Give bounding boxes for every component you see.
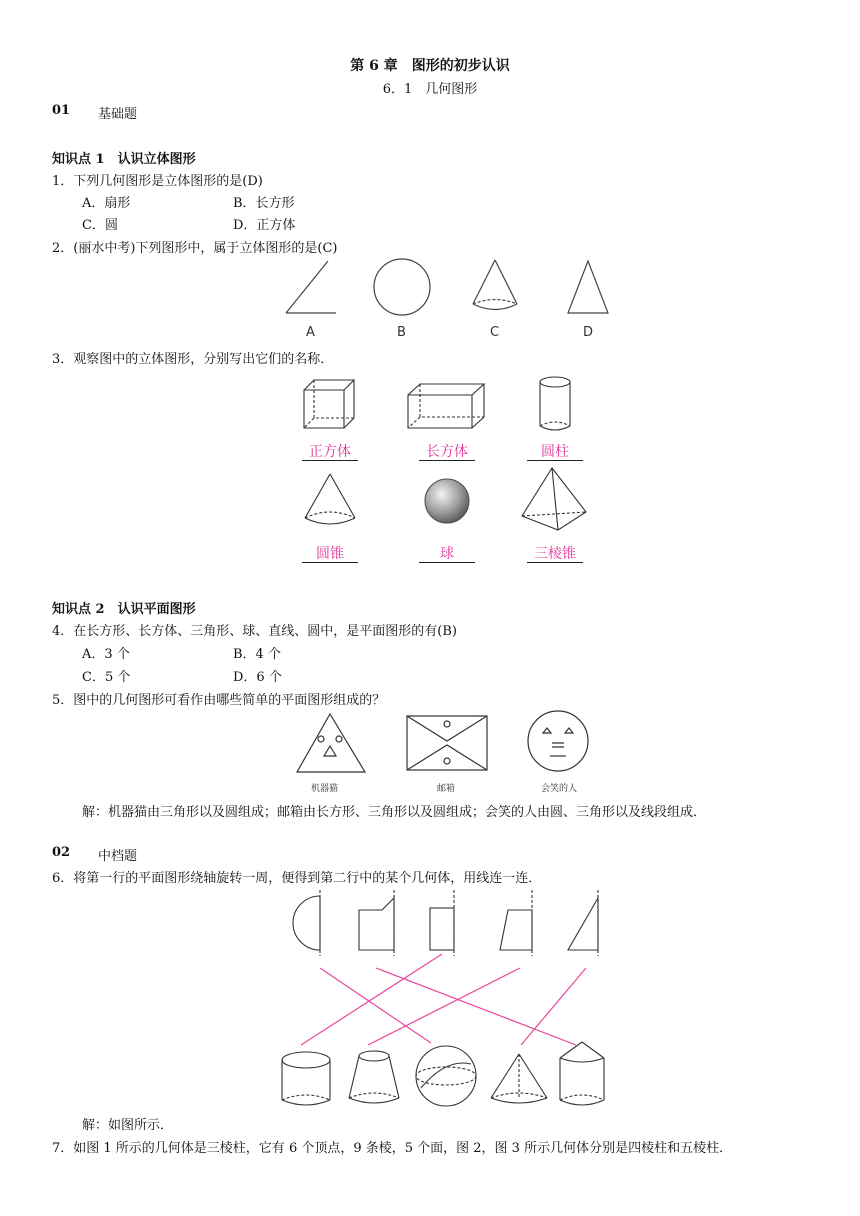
cuboid-icon	[408, 384, 484, 428]
semicircle-shape	[293, 890, 320, 956]
sphere-icon	[416, 1046, 476, 1106]
question-7-stem: 7．如图 1 所示的几何体是三棱柱，它有 6 个顶点，9 条棱，5 个面，图 2，图 3 所示几何体分别是四棱柱和五棱柱．	[52, 1141, 733, 1156]
cube-icon	[304, 380, 354, 428]
answer-line	[302, 460, 358, 461]
answer-line	[419, 460, 475, 461]
cone-icon	[491, 1054, 547, 1103]
knowledge-point-title: 知识点 2 认识平面图形	[52, 602, 196, 617]
q2-figures	[270, 255, 630, 320]
question-3-stem: 3．观察图中的立体图形，分别写出它们的名称．	[52, 352, 334, 367]
cone-icon	[305, 474, 355, 524]
option-a: A．3 个	[82, 647, 130, 662]
cylinder-icon	[282, 1052, 330, 1105]
match-line	[301, 954, 442, 1045]
answer-line	[527, 460, 583, 461]
figure-label-c: C	[490, 325, 500, 340]
answer-line	[419, 562, 475, 563]
cone-base-front	[473, 304, 517, 310]
question-6-solution: 解：如图所示．	[82, 1118, 174, 1133]
match-line	[376, 968, 576, 1045]
answer-line	[302, 562, 358, 563]
circle-shape	[374, 259, 430, 315]
answer-cone: 圆锥	[316, 546, 344, 562]
option-d: D．6 个	[233, 670, 282, 685]
figure-label-d: D	[583, 325, 594, 340]
part-label: 基础题	[98, 107, 138, 122]
option-b: B．长方形	[233, 196, 295, 211]
angle-shape	[286, 261, 336, 313]
answer-cuboid: 长方体	[426, 444, 468, 460]
mailbox-icon	[407, 716, 487, 770]
part-number: 01	[52, 103, 71, 118]
answer-line	[527, 562, 583, 563]
knowledge-point-title: 知识点 1 认识立体图形	[52, 152, 196, 167]
question-6-stem: 6．将第一行的平面图形绕轴旋转一周，便得到第二行中的某个几何体，用线连一连．	[52, 871, 542, 886]
answer-cylinder: 圆柱	[541, 444, 569, 460]
triangle-shape	[568, 261, 608, 313]
part-label: 中档题	[98, 849, 138, 864]
robot-cat-icon	[297, 714, 365, 772]
trapezoid-right-shape	[359, 890, 394, 956]
caption-mailbox: 邮箱	[437, 784, 456, 794]
q6-matching-figure	[276, 888, 616, 1113]
section-title: 6．1 几何图形	[382, 82, 478, 97]
option-b: B．4 个	[233, 647, 281, 662]
sphere-icon	[425, 479, 469, 523]
match-line	[368, 968, 520, 1045]
option-d: D．正方体	[233, 218, 296, 233]
rectangle-shape	[430, 890, 454, 956]
question-5-solution: 解：机器猫由三角形以及圆组成；邮箱由长方形、三角形以及圆组成；会笑的人由圆、三角形以及线段组成．	[82, 805, 707, 820]
option-a: A．扇形	[82, 196, 131, 211]
option-c: C．5 个	[82, 670, 131, 685]
match-line	[320, 968, 431, 1043]
triangular-pyramid-icon	[522, 468, 586, 530]
question-4-stem: 4．在长方形、长方体、三角形、球、直线、圆中，是平面图形的有(B)	[52, 624, 457, 639]
question-1-stem: 1．下列几何图形是立体图形的是(D)	[52, 174, 263, 189]
option-c: C．圆	[82, 218, 118, 233]
smiling-face-icon	[528, 711, 588, 771]
question-5-stem: 5．图中的几何图形可看作由哪些简单的平面图形组成的？	[52, 693, 386, 708]
match-line	[521, 968, 586, 1045]
caption-robot-cat: 机器猫	[311, 784, 339, 794]
cylinder-with-cone-icon	[560, 1042, 604, 1105]
figure-label-a: A	[306, 325, 315, 340]
triangle-shape	[568, 890, 598, 956]
answer-cube: 正方体	[309, 444, 351, 460]
answer-triangular-pyramid: 三棱锥	[534, 546, 576, 562]
cone-base-back	[473, 300, 517, 305]
part-number: 02	[52, 845, 71, 860]
figure-label-b: B	[397, 325, 406, 340]
trapezoid-shape	[500, 890, 532, 956]
question-2-stem: 2．(丽水中考)下列图形中，属于立体图形的是(C)	[52, 241, 338, 256]
chapter-title: 第 6 章 图形的初步认识	[350, 58, 510, 74]
caption-smiling-person: 会笑的人	[541, 784, 578, 794]
q5-figures	[290, 708, 590, 778]
cylinder-icon	[540, 377, 570, 430]
cone-shape	[473, 260, 517, 304]
answer-sphere: 球	[440, 546, 454, 562]
frustum-icon	[349, 1051, 399, 1103]
